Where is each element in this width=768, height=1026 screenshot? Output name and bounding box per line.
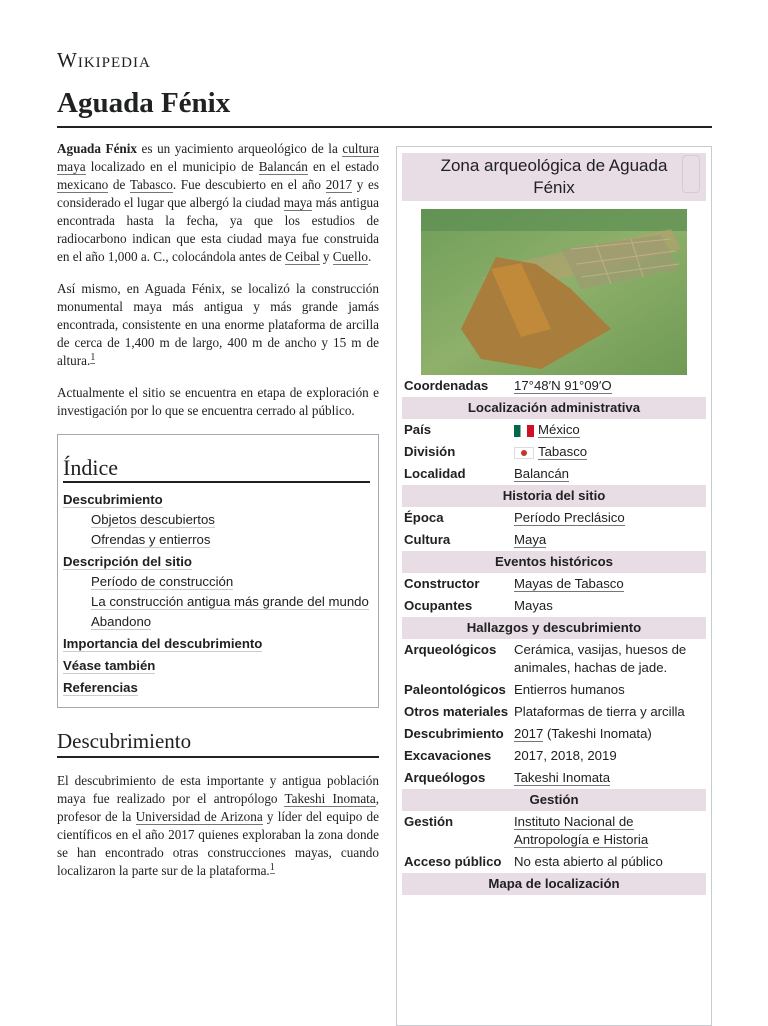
infobox-row	[402, 375, 706, 397]
site-aerial-image[interactable]	[421, 209, 687, 375]
text: El descubrimiento de esta importante y antigua población maya fue realizado por el antropólogo	[57, 773, 379, 806]
infobox-section-label: Historia del sitio	[402, 485, 706, 507]
infobox-key: Época	[404, 510, 444, 525]
text: y líder del equipo de científicos en el año 2017 quienes exploraban la zona donde se han encontrado otras construcciones mayas, cuando localizaron la parte sur de la plataforma.	[57, 809, 379, 878]
infobox-value-cell	[512, 375, 706, 397]
text: .	[367, 249, 372, 264]
infobox-key: Otros materiales	[404, 704, 509, 719]
link-2017[interactable]: 2017	[325, 177, 353, 192]
link-cuello[interactable]: Cuello	[332, 249, 368, 264]
infobox-value-cell	[512, 767, 706, 789]
wikipedia-logo[interactable]: Wikipedia	[57, 48, 151, 72]
infobox-value[interactable]: Balancán	[514, 466, 569, 481]
infobox-section-header	[402, 789, 706, 811]
infobox-key: Constructor	[404, 576, 480, 591]
infobox-section-label: Eventos históricos	[402, 551, 706, 573]
infobox-row	[402, 723, 706, 745]
intro-paragraph-2	[57, 280, 379, 370]
toc-title: Índice	[63, 443, 370, 483]
infobox-value: Cerámica, vasijas, huesos de animales, hachas de jade.	[514, 642, 687, 675]
page-title: Aguada Fénix	[57, 84, 712, 128]
link-universidad-arizona[interactable]: Universidad de Arizona	[135, 809, 263, 824]
link-tabasco[interactable]: Tabasco	[129, 177, 173, 192]
infobox-section-label: Hallazgos y descubrimiento	[402, 617, 706, 639]
link-maya[interactable]: maya	[283, 195, 313, 210]
infobox-section-header	[402, 873, 706, 895]
infobox-row	[402, 507, 706, 529]
infobox-row	[402, 639, 706, 679]
toc-sublink[interactable]: Objetos descubiertos	[91, 512, 215, 527]
infobox-key: Localidad	[404, 466, 466, 481]
infobox-value: 2017, 2018, 2019	[514, 748, 617, 763]
text: es un yacimiento arqueológico de la	[137, 141, 343, 156]
toc-link[interactable]: Descripción del sitio	[63, 554, 192, 569]
infobox-value: No esta abierto al público	[514, 854, 663, 869]
infobox-value-cell	[512, 595, 706, 617]
infobox-section-header	[402, 617, 706, 639]
toc-subitem	[91, 613, 370, 631]
article-subject: Aguada Fénix	[57, 141, 138, 156]
toc-subitem	[91, 531, 370, 549]
infobox-value[interactable]: 17°48′N 91°09′O	[514, 378, 612, 393]
infobox-section-label: Mapa de localización	[402, 873, 706, 895]
toc-subitem	[91, 511, 370, 529]
toc-subitem	[91, 573, 370, 591]
mexico-flag-icon	[514, 425, 534, 437]
infobox-section-header	[402, 551, 706, 573]
infobox-value-cell	[512, 529, 706, 551]
infobox-row	[402, 767, 706, 789]
section-paragraph	[57, 772, 379, 880]
infobox-value: Mayas	[514, 598, 553, 613]
toc-sublink[interactable]: Ofrendas y entierros	[91, 532, 211, 547]
infobox	[396, 146, 712, 1026]
infobox-value: Entierros humanos	[514, 682, 625, 697]
vessel-icon	[682, 155, 700, 193]
infobox-value[interactable]: 2017	[514, 726, 544, 741]
intro-paragraph-1	[57, 140, 379, 266]
link-mexicano[interactable]: mexicano	[57, 177, 109, 192]
infobox-row	[402, 419, 706, 441]
infobox-value-cell	[512, 679, 706, 701]
infobox-value-cell	[512, 441, 706, 463]
toc-item	[63, 657, 370, 675]
infobox-key: Cultura	[404, 532, 451, 547]
infobox-row	[402, 441, 706, 463]
text: . Fue descubierto en el año	[172, 177, 326, 192]
text: y	[319, 249, 333, 264]
infobox-value-cell	[512, 701, 706, 723]
tabasco-flag-icon	[514, 447, 534, 459]
infobox-key: Acceso público	[404, 854, 502, 869]
section-heading: Descubrimiento	[57, 732, 379, 758]
infobox-value-cell	[512, 573, 706, 595]
infobox-key: División	[404, 444, 456, 459]
text: y es considerado el lugar que albergó la ciudad	[57, 177, 379, 210]
reference-link[interactable]: 1	[269, 861, 275, 873]
infobox-value[interactable]: Tabasco	[538, 444, 588, 459]
infobox-value[interactable]: Takeshi Inomata	[514, 770, 611, 785]
infobox-value-cell	[512, 507, 706, 529]
link-balancan[interactable]: Balancán	[258, 159, 308, 174]
infobox-key: Gestión	[404, 814, 454, 829]
infobox-value[interactable]: Período Preclásico	[514, 510, 625, 525]
infobox-value[interactable]: Instituto Nacional de Antropología e Historia	[514, 814, 649, 847]
infobox-value-extra: (Takeshi Inomata)	[543, 726, 652, 741]
infobox-row	[402, 529, 706, 551]
infobox-section-label: Gestión	[402, 789, 706, 811]
infobox-value[interactable]: México	[538, 422, 580, 437]
toc-link[interactable]: Importancia del descubrimiento	[63, 636, 263, 651]
infobox-section-header	[402, 397, 706, 419]
infobox-value-cell	[512, 419, 706, 441]
toc-list	[63, 491, 370, 697]
toc-link[interactable]: Véase también	[63, 658, 156, 673]
infobox-value-cell	[512, 811, 706, 851]
text: , profesor de la	[57, 791, 379, 824]
infobox-section-label: Localización administrativa	[402, 397, 706, 419]
infobox-value[interactable]: Mayas de Tabasco	[514, 576, 624, 591]
toc-item	[63, 553, 370, 571]
infobox-row	[402, 463, 706, 485]
infobox-key: Paleontológicos	[404, 682, 506, 697]
infobox-row	[402, 595, 706, 617]
infobox-key: Descubrimiento	[404, 726, 504, 741]
text: localizado en el municipio de	[85, 159, 259, 174]
infobox-row	[402, 745, 706, 767]
table-of-contents	[57, 434, 379, 708]
link-takeshi-inomata[interactable]: Takeshi Inomata	[284, 791, 376, 806]
infobox-key: Excavaciones	[404, 748, 492, 763]
toc-sublink[interactable]: La construcción antigua más grande del mundo	[91, 594, 369, 609]
toc-item	[63, 491, 370, 509]
infobox-row	[402, 701, 706, 723]
infobox-title-text: Zona arqueológica de Aguada Fénix	[440, 156, 668, 197]
toc-sublink[interactable]: Abandono	[91, 614, 152, 629]
infobox-table	[402, 375, 706, 895]
infobox-section-header	[402, 485, 706, 507]
text: Así mismo, en Aguada Fénix, se localizó la construcción monumental maya más antigua y más grande jamás encontrada, consistente en una enorme plataforma de arcilla de cerca de 1,400 m de largo, 400 m de ancho y 15 m de altura.	[57, 281, 379, 368]
infobox-value-cell	[512, 463, 706, 485]
infobox-key: País	[404, 422, 432, 437]
intro-paragraph-3: Actualmente el sitio se encuentra en etapa de exploración e investigación por lo que se encuentra cerrado al público.	[57, 385, 379, 418]
infobox-row	[402, 679, 706, 701]
toc-item	[63, 635, 370, 653]
toc-link[interactable]: Descubrimiento	[63, 492, 163, 507]
reference-link[interactable]: 1	[90, 351, 96, 363]
text: de	[108, 177, 130, 192]
infobox-title	[402, 153, 706, 201]
infobox-value-cell	[512, 745, 706, 767]
infobox-row	[402, 573, 706, 595]
text: en el estado	[307, 159, 379, 174]
article-body	[57, 140, 379, 894]
text: más antigua encontrada hasta la fecha, ya que los estudios de radiocarbono indican que esta ciudad maya fue construida en el año 1,000 a. C., colocándola antes de	[57, 195, 379, 264]
toc-subitem	[91, 593, 370, 611]
toc-sublink[interactable]: Período de construcción	[91, 574, 234, 589]
infobox-value-cell	[512, 851, 706, 873]
infobox-row	[402, 811, 706, 851]
toc-link[interactable]: Referencias	[63, 680, 138, 695]
infobox-key: Arqueológicos	[404, 642, 497, 657]
infobox-key: Ocupantes	[404, 598, 473, 613]
infobox-value[interactable]: Maya	[514, 532, 547, 547]
infobox-value: Plataformas de tierra y arcilla	[514, 704, 685, 719]
infobox-value-cell	[512, 639, 706, 679]
link-ceibal[interactable]: Ceibal	[285, 249, 320, 264]
infobox-key: Coordenadas	[404, 378, 489, 393]
infobox-value-cell	[512, 723, 706, 745]
infobox-key: Arqueólogos	[404, 770, 486, 785]
toc-item	[63, 679, 370, 697]
infobox-row	[402, 851, 706, 873]
link-cultura-maya[interactable]: cultura maya	[57, 141, 379, 174]
